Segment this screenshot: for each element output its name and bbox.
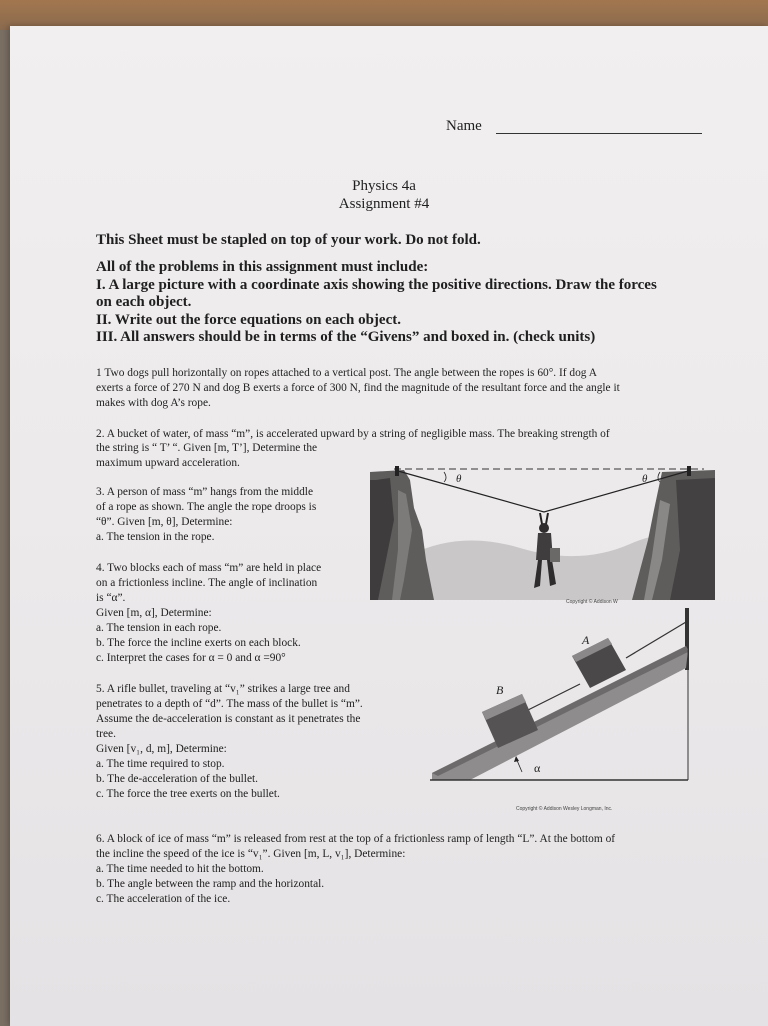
- course-title: Physics 4a: [352, 178, 416, 194]
- problem-5-part-c: c. The force the tree exerts on the bullet.: [96, 788, 280, 800]
- incline-figure-copyright: Copyright © Addison Wesley Longman, Inc.: [516, 806, 613, 812]
- alpha-label: α: [534, 761, 541, 775]
- problem-6-part-c: c. The acceleration of the ice.: [96, 893, 231, 905]
- problem-6-line-2: the incline the speed of the ice is “v₁”. Given [m, L, v₁], Determine:: [96, 848, 406, 860]
- theta-label-right: θ: [642, 473, 648, 485]
- problem-3-line-1: 3. A person of mass “m” hangs from the middle: [96, 486, 314, 498]
- rope-figure-copyright: Copyright © Addison W: [566, 599, 618, 605]
- problem-6-line-1: 6. A block of ice of mass “m” is released from rest at the top of a frictionless ramp of length “L”. At the bottom of: [96, 833, 616, 845]
- block-a-label: A: [582, 633, 590, 647]
- block-b-label: B: [496, 683, 504, 697]
- problem-6-part-b: b. The angle between the ramp and the horizontal.: [96, 878, 325, 890]
- name-blank-line: [496, 133, 702, 134]
- problem-4-line-1: 4. Two blocks each of mass “m” are held in place: [96, 562, 322, 574]
- problem-3-part-a: a. The tension in the rope.: [96, 531, 215, 543]
- problem-2-line-2: the string is “ T’ “. Given [m, T’], Determine the: [96, 442, 318, 454]
- assignment-title: Assignment #4: [338, 196, 430, 212]
- problem-1-line-1: 1 Two dogs pull horizontally on ropes attached to a vertical post. The angle between the ropes is 60°. If dog A: [96, 367, 597, 379]
- instruction-item-1-cont: on each object.: [96, 294, 192, 310]
- problem-4-line-2: on a frictionless incline. The angle of inclination: [96, 577, 318, 589]
- problem-2-line-3: maximum upward acceleration.: [96, 457, 240, 469]
- problem-4-givens: Given [m, α], Determine:: [96, 607, 212, 619]
- incline-blocks-figure: [430, 608, 716, 800]
- name-label: Name: [446, 118, 482, 134]
- theta-label-left: θ: [456, 473, 462, 485]
- instruction-item-1: I. A large picture with a coordinate axis showing the positive directions. Draw the forces: [96, 277, 657, 293]
- problem-4-part-a: a. The tension in each rope.: [96, 622, 222, 634]
- problem-5-line-1: 5. A rifle bullet, traveling at “v₁” strikes a large tree and: [96, 683, 350, 695]
- problem-4-part-b: b. The force the incline exerts on each block.: [96, 637, 301, 649]
- problem-5-line-4: tree.: [96, 728, 116, 740]
- problem-2-line-1: 2. A bucket of water, of mass “m”, is accelerated upward by a string of negligible mass. The breaking strength of: [96, 428, 610, 440]
- problem-1-line-3: makes with dog A’s rope.: [96, 397, 211, 409]
- rope-cliff-figure: [370, 460, 715, 610]
- problem-5-part-a: a. The time required to stop.: [96, 758, 225, 770]
- problem-5-line-2: penetrates to a depth of “d”. The mass of the bullet is “m”.: [96, 698, 363, 710]
- instruction-item-3: III. All answers should be in terms of the “Givens” and boxed in. (check units): [96, 329, 596, 345]
- problem-5-part-b: b. The de-acceleration of the bullet.: [96, 773, 259, 785]
- must-include-heading: All of the problems in this assignment must include:: [96, 259, 429, 275]
- problem-3-line-3: “θ”. Given [m, θ], Determine:: [96, 516, 233, 528]
- problem-1-line-2: exerts a force of 270 N and dog B exerts a force of 300 N, find the magnitude of the resultant force and the angle it: [96, 382, 620, 394]
- problem-3-line-2: of a rope as shown. The angle the rope droops is: [96, 501, 317, 513]
- problem-4-part-c: c. Interpret the cases for α = 0 and α =90°: [96, 652, 286, 664]
- problem-5-givens: Given [v₁, d, m], Determine:: [96, 743, 227, 755]
- instruction-item-2: II. Write out the force equations on each object.: [96, 312, 401, 328]
- problem-5-line-3: Assume the de-acceleration is constant as it penetrates the: [96, 713, 361, 725]
- problem-6-part-a: a. The time needed to hit the bottom.: [96, 863, 264, 875]
- problem-4-line-3: is “α”.: [96, 592, 126, 604]
- staple-instruction: This Sheet must be stapled on top of your work. Do not fold.: [96, 232, 481, 248]
